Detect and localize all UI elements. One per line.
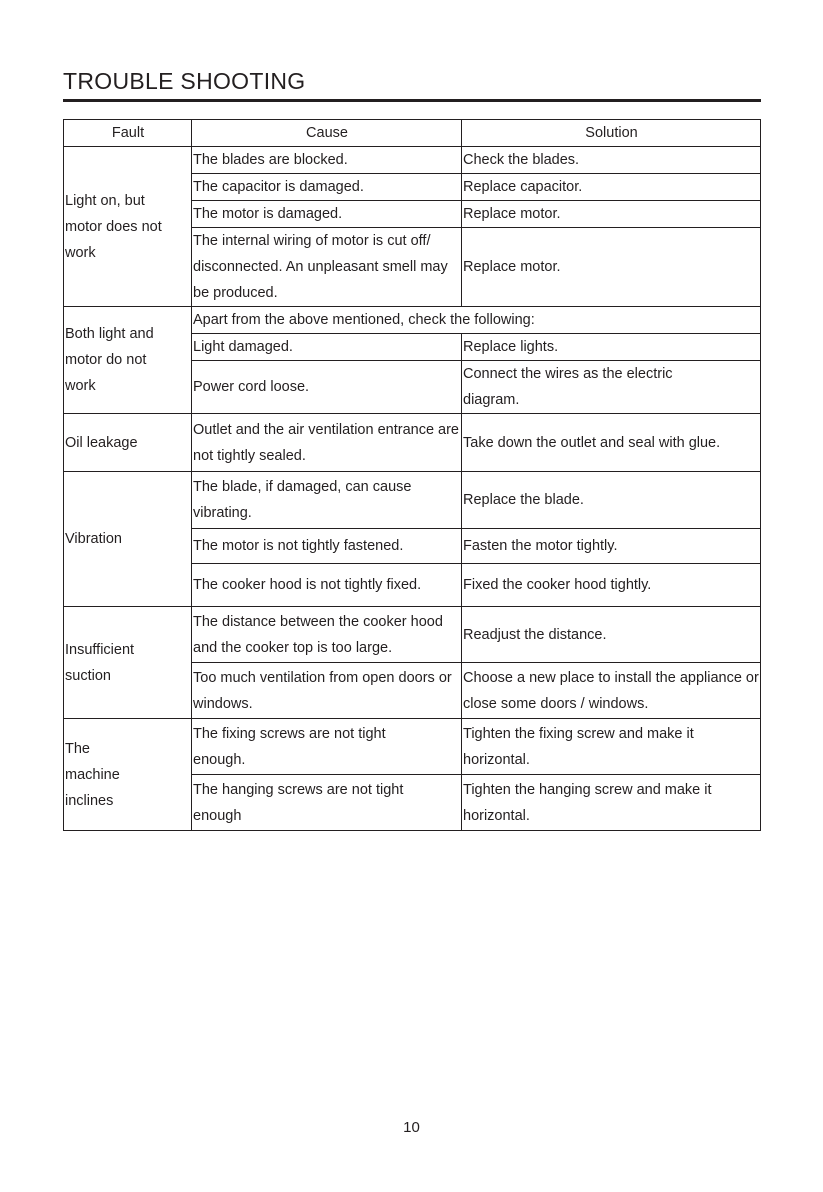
cause-cell: The distance between the cooker hood and the cooker top is too large. (192, 607, 462, 663)
cause-cell: The internal wiring of motor is cut off/ disconnected. An unpleasant smell may be produced. (192, 228, 462, 307)
header-fault: Fault (64, 120, 192, 147)
fault-cell: The machine inclines (64, 719, 192, 831)
cause-cell: The hanging screws are not tight enough (192, 775, 462, 831)
trouble-shooting-table (63, 119, 761, 831)
header-cause: Cause (192, 120, 462, 147)
cause-cell: Too much ventilation from open doors or windows. (192, 663, 462, 719)
cause-cell: The motor is damaged. (192, 201, 462, 228)
table-row (64, 307, 761, 334)
solution-cell: Replace lights. (462, 334, 761, 361)
solution-cell: Tighten the fixing screw and make it horizontal. (462, 719, 761, 775)
solution-cell: Replace capacitor. (462, 174, 761, 201)
table-row (64, 472, 761, 529)
cause-cell: Light damaged. (192, 334, 462, 361)
solution-cell: Take down the outlet and seal with glue. (462, 414, 761, 472)
cause-cell: Power cord loose. (192, 361, 462, 414)
table-row (64, 719, 761, 775)
page-title: TROUBLE SHOOTING (63, 68, 306, 94)
solution-cell: Fasten the motor tightly. (462, 529, 761, 564)
fault-cell: Both light and motor do not work (64, 307, 192, 414)
cause-cell: The cooker hood is not tightly fixed. (192, 564, 462, 607)
table-row (64, 414, 761, 472)
fault-cell: Oil leakage (64, 414, 192, 472)
cause-cell: The motor is not tightly fastened. (192, 529, 462, 564)
solution-cell: Choose a new place to install the appliance or close some doors / windows. (462, 663, 761, 719)
table-header-row (64, 120, 761, 147)
fault-cell: Vibration (64, 472, 192, 607)
cause-cell: The blade, if damaged, can cause vibrating. (192, 472, 462, 529)
fault-cell: Insufficient suction (64, 607, 192, 719)
solution-cell: Tighten the hanging screw and make it horizontal. (462, 775, 761, 831)
header-solution: Solution (462, 120, 761, 147)
solution-cell: Replace the blade. (462, 472, 761, 529)
title-underline (63, 99, 761, 102)
cause-cell: The blades are blocked. (192, 147, 462, 174)
solution-cell: Replace motor. (462, 201, 761, 228)
solution-cell: Fixed the cooker hood tightly. (462, 564, 761, 607)
table-row (64, 607, 761, 663)
cause-cell: The capacitor is damaged. (192, 174, 462, 201)
cause-cell: Outlet and the air ventilation entrance are not tightly sealed. (192, 414, 462, 472)
cause-cell: The fixing screws are not tight enough. (192, 719, 462, 775)
solution-cell: Check the blades. (462, 147, 761, 174)
solution-cell: Readjust the distance. (462, 607, 761, 663)
table-row (64, 147, 761, 174)
solution-cell: Replace motor. (462, 228, 761, 307)
fault-cell: Light on, but motor does not work (64, 147, 192, 307)
solution-cell: Connect the wires as the electric diagram. (462, 361, 761, 414)
page-number: 10 (403, 1119, 420, 1136)
note-cell: Apart from the above mentioned, check the following: (192, 307, 761, 334)
